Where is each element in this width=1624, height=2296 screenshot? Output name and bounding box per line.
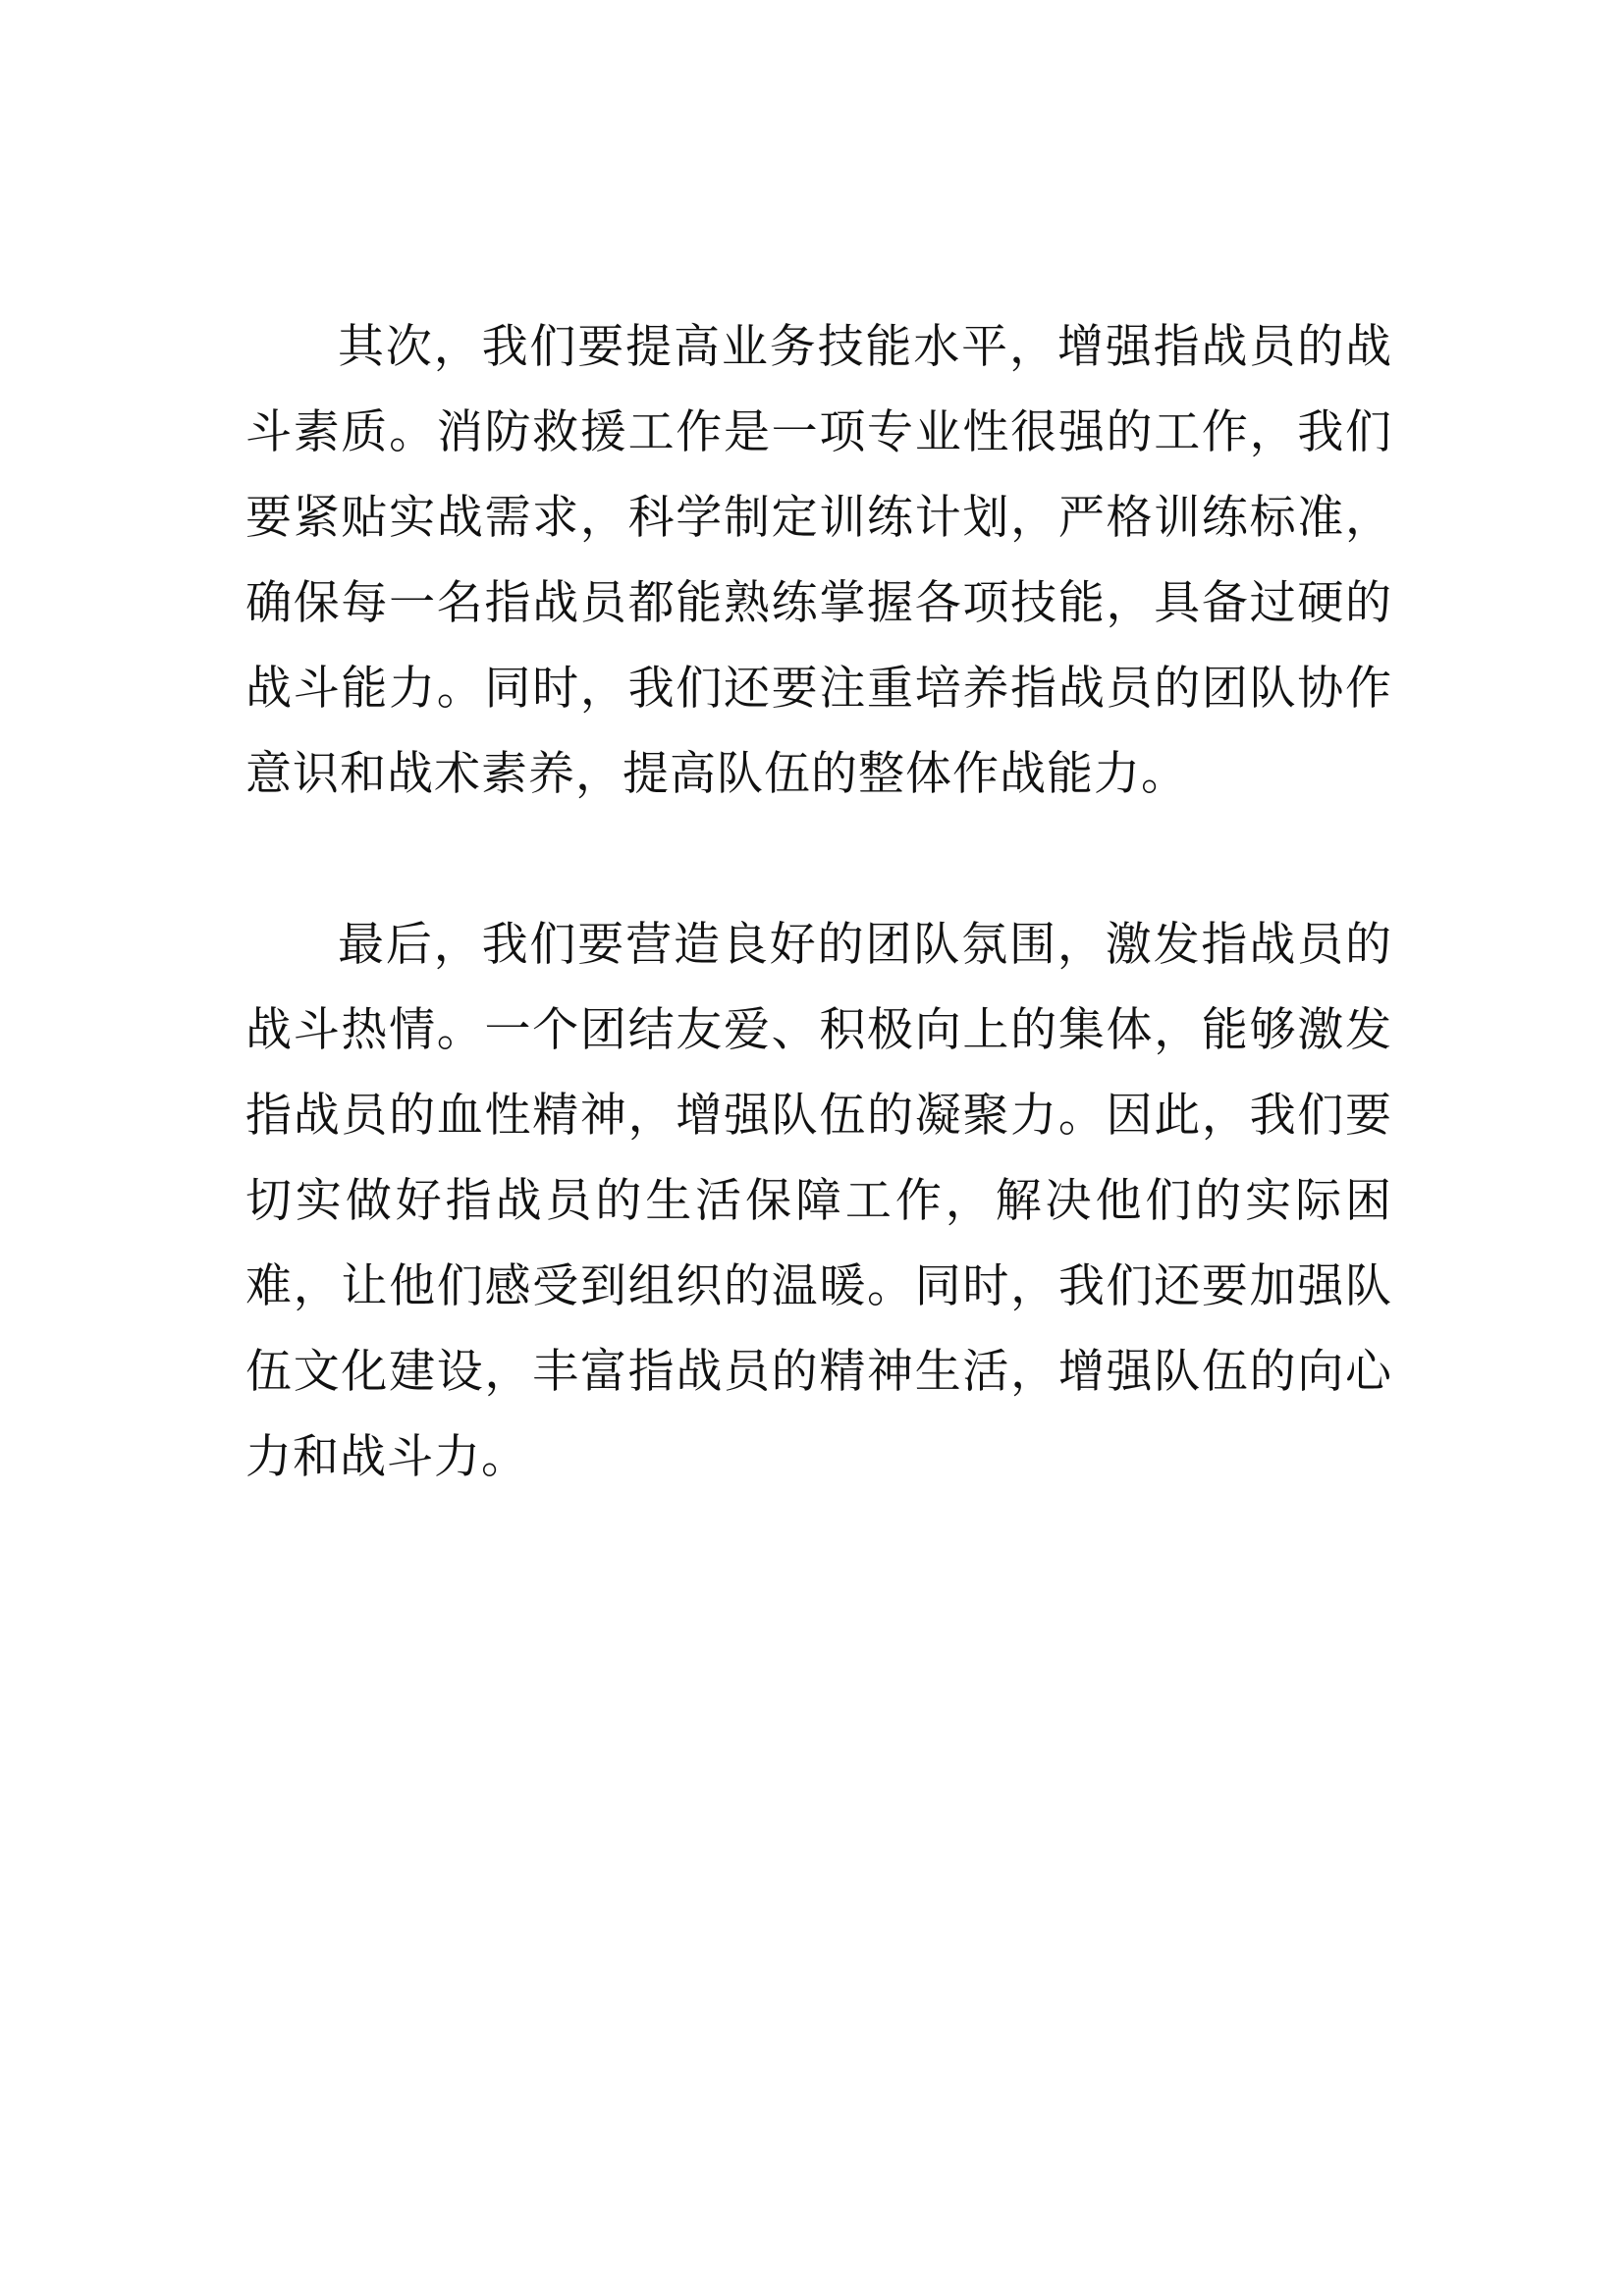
paragraph-skills: 其次，我们要提高业务技能水平，增强指战员的战斗素质。消防救援工作是一项专业性很强的工作，我们要紧贴实战需求，科学制定训练计划，严格训练标准，确保每一名指战员都能熟练掌握各项技能，具备过硬的战斗能力。同时，我们还要注重培养指战员的团队协作意识和战术素养，提高队伍的整体作战能力。 xyxy=(245,320,1392,801)
document-body xyxy=(245,304,1392,1500)
paragraph-team-atmosphere: 最后，我们要营造良好的团队氛围，激发指战员的战斗热情。一个团结友爱、积极向上的集体，能够激发指战员的血性精神，增强队伍的凝聚力。因此，我们要切实做好指战员的生活保障工作，解决他们的实际困难，让他们感受到组织的温暖。同时，我们还要加强队伍文化建设，丰富指战员的精神生活，增强队伍的向心力和战斗力。 xyxy=(245,918,1392,1484)
